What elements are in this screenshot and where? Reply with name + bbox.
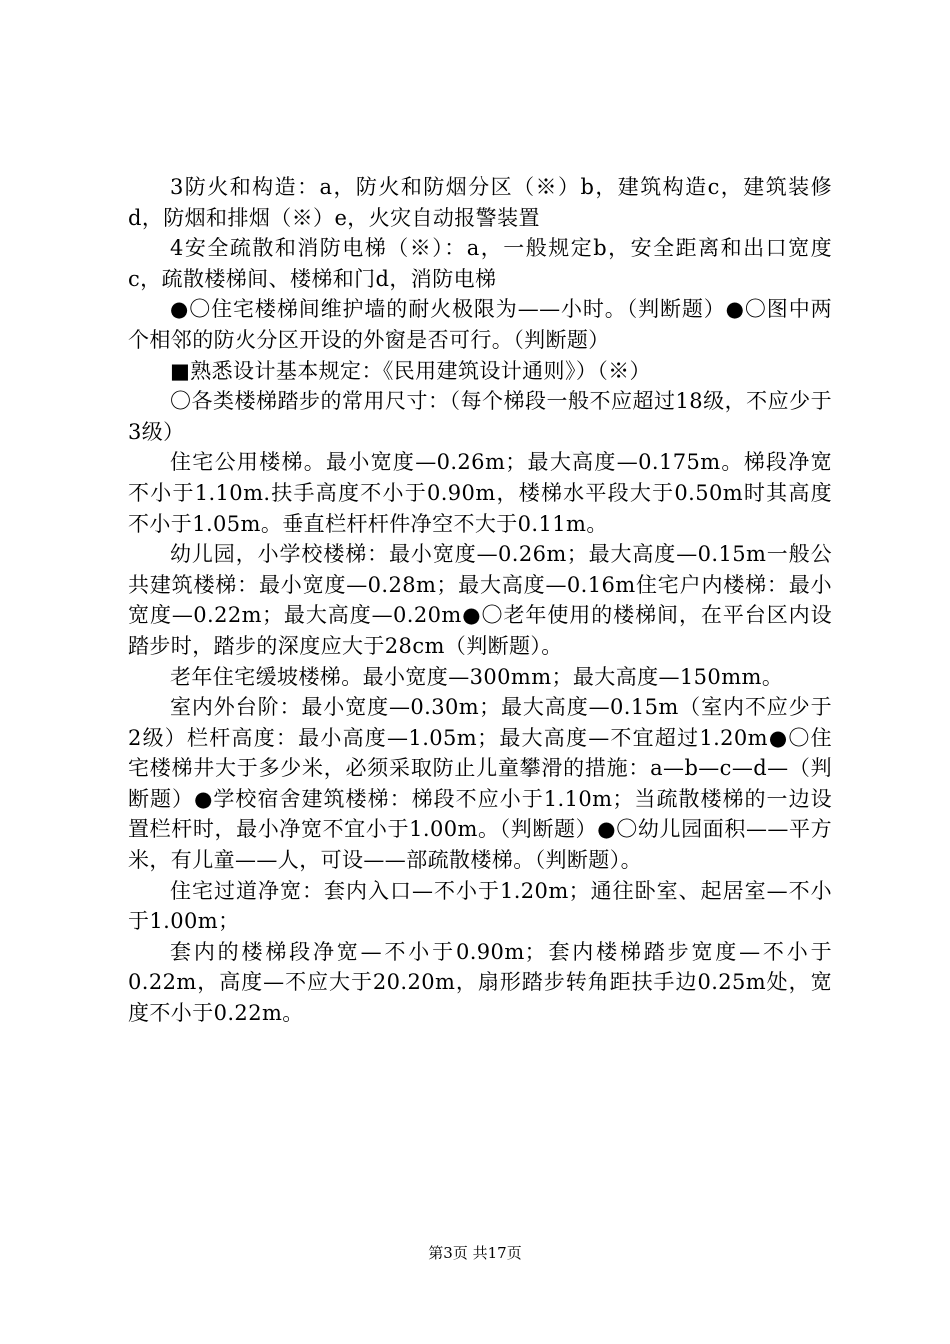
paragraph-evacuation: 4安全疏散和消防电梯（※）：a，一般规定b，安全距离和出口宽度c，疏散楼梯间、楼梯和门d，消防电梯 xyxy=(128,236,832,291)
paragraph-stair-step-sizes: 〇各类楼梯踏步的常用尺寸：（每个梯段一般不应超过18级，不应少于3级） xyxy=(128,389,832,444)
document-body xyxy=(128,172,832,1029)
paragraph-design-rules: ■熟悉设计基本规定：《民用建筑设计通则》）（※） xyxy=(170,358,651,383)
page-number: 第3页 共17页 xyxy=(428,1244,522,1262)
paragraph-corridor-width: 住宅过道净宽：套内入口—不小于1.20m；通往卧室、起居室—不小于1.00m； xyxy=(128,878,832,934)
paragraph-elderly-stairs: 老年住宅缓坡楼梯。最小宽度—300mm；最大高度—150mm。 xyxy=(170,664,784,689)
paragraph-fire-construction: 3防火和构造：a，防火和防烟分区（※）b，建筑构造c，建筑装修d，防烟和排烟（※）e，火灾自动报警装置 xyxy=(128,175,832,230)
paragraph-indoor-stair-width: 套内的楼梯段净宽—不小于0.90m；套内楼梯踏步宽度—不小于0.22m，高度—不应大于20.20m，扇形踏步转角距扶手边0.25m处，宽度不小于0.22m。 xyxy=(128,939,832,1026)
paragraph-school-stairs: 幼儿园，小学校楼梯：最小宽度—0.26m；最大高度—0.15m一般公共建筑楼梯：最小宽度—0.28m；最大高度—0.16m住宅户内楼梯：最小宽度—0.22m；最大高度—0.20m●〇老年使用的楼梯间，在平台区内设踏步时，踏步的深度应大于28cm（判断题）。 xyxy=(128,542,832,658)
paragraph-residential-stairs: 住宅公用楼梯。最小宽度—0.26m；最大高度—0.175m。梯段净宽不小于1.10m.扶手高度不小于0.90m，楼梯水平段大于0.50m时其高度不小于1.05m。垂直栏杆杆件净空不大于0.11m。 xyxy=(128,450,832,536)
paragraph-steps-railings: 室内外台阶：最小宽度—0.30m；最大高度—0.15m（室内不应少于2级）栏杆高度：最小高度—1.05m；最大高度—不宜超过1.20m●〇住宅楼梯井大于多少米，必须采取防止儿童攀滑的措施：a—b—c—d—（判断题）●学校宿舍建筑楼梯：梯段不应小于1.10m；当疏散楼梯的一边设置栏杆时，最小净宽不宜小于1.00m。（判断题）●〇幼儿园面积——平方米，有儿童——人，可设——部疏散楼梯。（判断题）。 xyxy=(128,695,832,873)
paragraph-stair-wall-fire-rating: ●〇住宅楼梯间维护墙的耐火极限为——小时。（判断题）●〇图中两个相邻的防火分区开设的外窗是否可行。（判断题） xyxy=(128,297,832,352)
